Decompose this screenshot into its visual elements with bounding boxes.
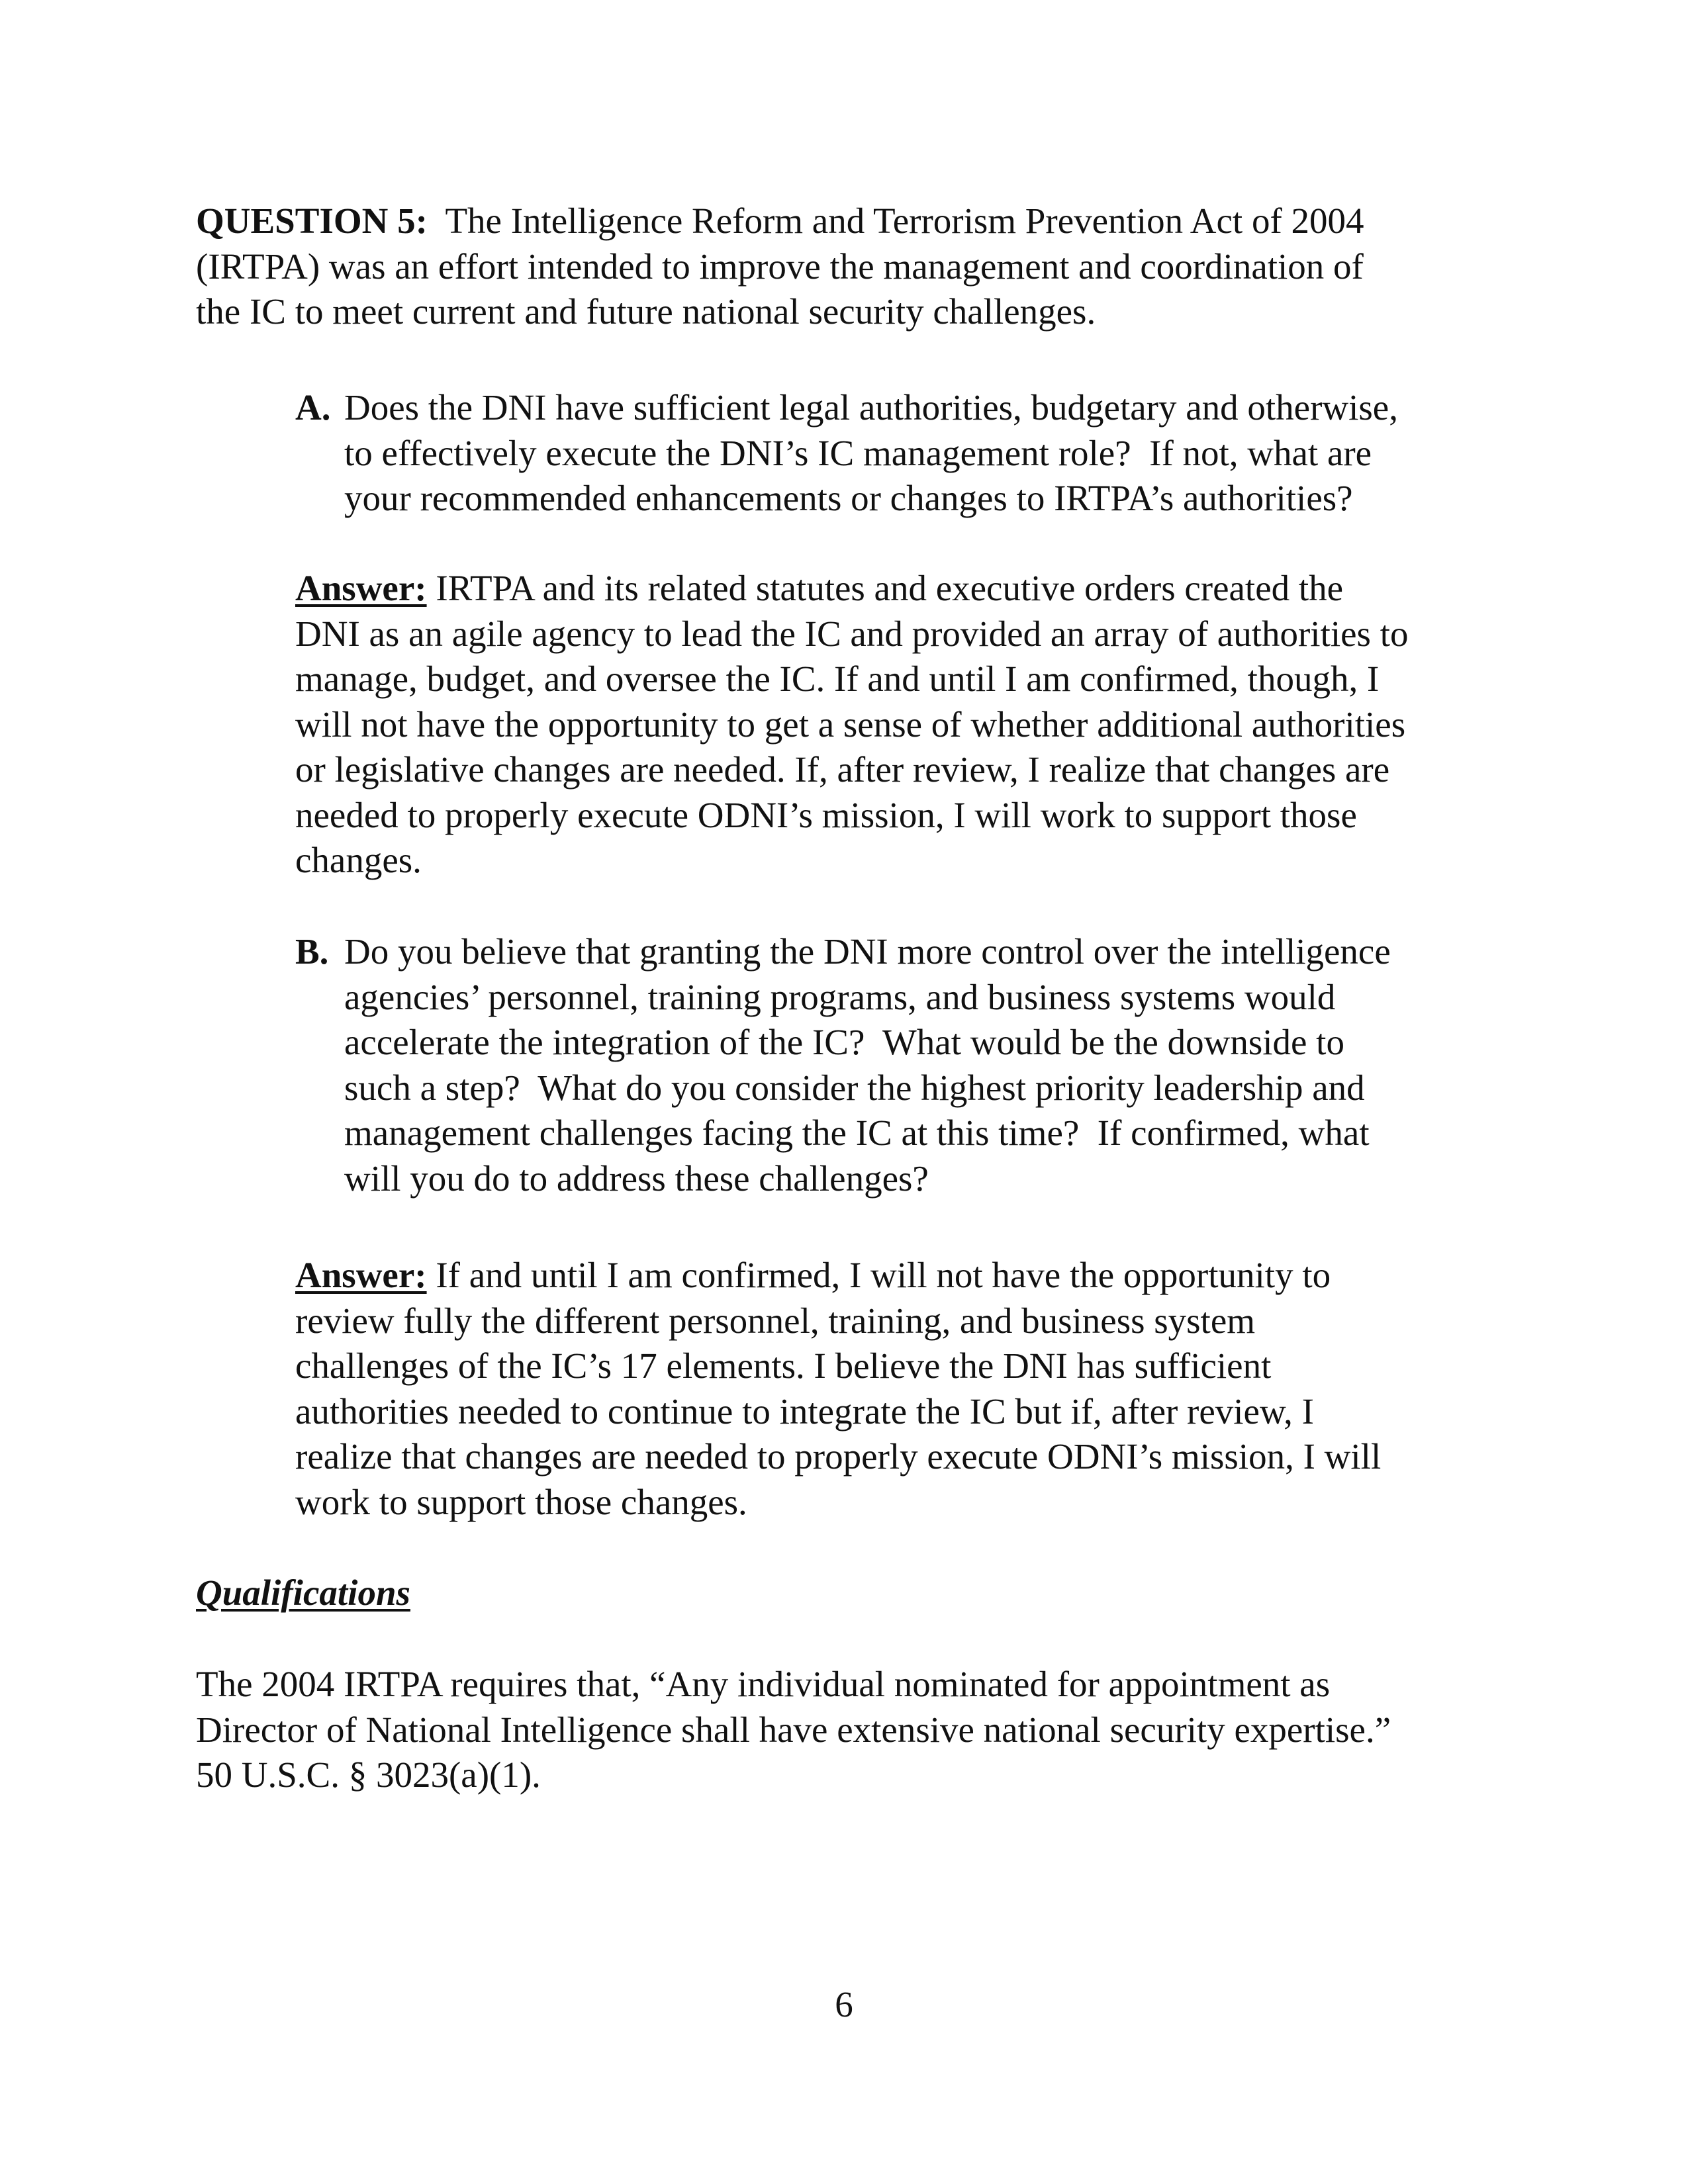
qualifications-heading-text: Qualifications: [196, 1572, 410, 1613]
sub-question-a-marker: A.: [295, 387, 331, 428]
sub-question-b-text: [344, 929, 1391, 1201]
answer-a-line: changes.: [295, 840, 422, 880]
sub-question-b-line: accelerate the integration of the IC? What would be the downside to: [344, 1022, 1344, 1062]
page-number: 6: [835, 1984, 853, 2025]
answer-a-line: will not have the opportunity to get a sense of whether additional authorities: [295, 704, 1406, 745]
qualifications-line: Director of National Intelligence shall have extensive national security expertise.”: [196, 1709, 1391, 1750]
question-5-line-2: (IRTPA) was an effort intended to improve the management and coordination of: [196, 246, 1364, 287]
answer-b-paragraph: [295, 1253, 1381, 1525]
qualifications-line: The 2004 IRTPA requires that, “Any individual nominated for appointment as: [196, 1664, 1331, 1704]
answer-a-line: DNI as an agile agency to lead the IC and provided an array of authorities to: [295, 613, 1409, 654]
answer-b-line: realize that changes are needed to properly execute ODNI’s mission, I will: [295, 1436, 1382, 1477]
question-5-text: The Intelligence Reform and Terrorism Prevention Act of 2004: [427, 201, 1364, 241]
sub-question-b-line: management challenges facing the IC at this time? If confirmed, what: [344, 1113, 1370, 1153]
answer-b-line: authorities needed to continue to integrate the IC but if, after review, I: [295, 1390, 1314, 1432]
answer-b-label: Answer:: [295, 1255, 427, 1295]
qualifications-heading: [196, 1570, 410, 1616]
answer-a-label: Answer:: [295, 568, 427, 608]
answer-a-paragraph: [295, 566, 1408, 884]
answer-b-line: review fully the different personnel, training, and business system: [295, 1300, 1256, 1341]
sub-question-a-line: your recommended enhancements or changes to IRTPA’s authorities?: [344, 478, 1353, 518]
sub-question-a-text: [344, 385, 1398, 522]
answer-b-line-1: [295, 1253, 1381, 1298]
answer-a-line: manage, budget, and oversee the IC. If and until I am confirmed, though, I: [295, 659, 1380, 699]
answer-a-line: needed to properly execute ODNI’s mission, I will work to support those: [295, 794, 1357, 835]
answer-b-text: If and until I am confirmed, I will not have the opportunity to: [426, 1255, 1331, 1295]
question-5-label: QUESTION 5:: [196, 201, 428, 241]
answer-a-line: or legislative changes are needed. If, after review, I realize that changes are: [295, 749, 1390, 790]
sub-question-a-line: Does the DNI have sufficient legal authorities, budgetary and otherwise,: [344, 387, 1398, 428]
question-5-line-1: [196, 199, 1364, 244]
sub-question-b-marker: B.: [295, 931, 329, 972]
qualifications-line: 50 U.S.C. § 3023(a)(1).: [196, 1754, 541, 1795]
question-5-line-3: the IC to meet current and future national security challenges.: [196, 291, 1096, 332]
answer-a-line-1: [295, 566, 1408, 612]
answer-a-text: IRTPA and its related statutes and executive orders created the: [426, 568, 1344, 608]
question-5-paragraph: [196, 199, 1364, 335]
sub-question-b-line: will you do to address these challenges?: [344, 1158, 929, 1199]
sub-question-b-line: Do you believe that granting the DNI more control over the intelligence: [344, 931, 1391, 972]
sub-question-a-line: to effectively execute the DNI’s IC management role? If not, what are: [344, 432, 1372, 473]
sub-question-b-line: such a step? What do you consider the highest priority leadership and: [344, 1067, 1365, 1108]
answer-b-line: work to support those changes.: [295, 1481, 747, 1522]
answer-b-line: challenges of the IC’s 17 elements. I believe the DNI has sufficient: [295, 1345, 1272, 1386]
qualifications-paragraph: [196, 1662, 1391, 1798]
sub-question-b-line: agencies’ personnel, training programs, and business systems would: [344, 976, 1336, 1017]
